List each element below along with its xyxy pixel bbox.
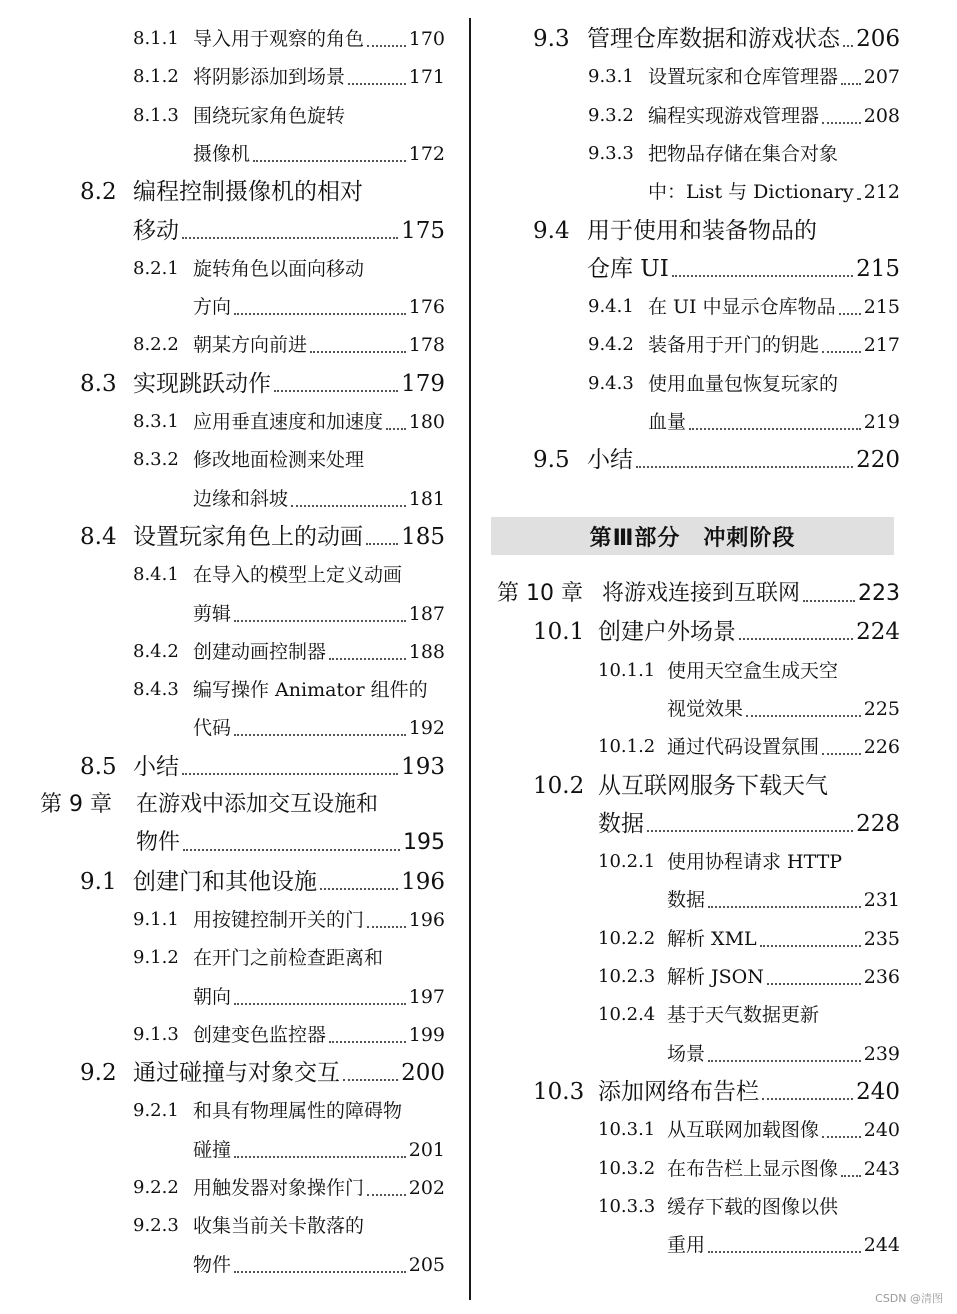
toc-entry-title: 创建门和其他设施: [133, 868, 317, 895]
toc-entry-page: 206: [856, 26, 900, 52]
toc-entry: [0, 1054, 445, 1092]
toc-entry: [485, 97, 900, 135]
toc-entry-title: 重用: [667, 1234, 706, 1257]
toc-entry: [0, 671, 445, 709]
dot-leader: [348, 83, 406, 85]
dot-leader: [767, 983, 861, 985]
dot-leader: [343, 1079, 398, 1081]
toc-entry-page: 193: [401, 753, 445, 780]
toc-entry-number: 9.4.1: [588, 296, 634, 318]
dot-leader: [386, 428, 406, 430]
toc-entry-number: 8.1.2: [133, 66, 179, 88]
toc-entry: [485, 135, 900, 173]
toc-entry: [0, 212, 445, 250]
toc-entry-title: 基于天气数据更新: [667, 1004, 820, 1027]
dot-leader: [182, 773, 398, 775]
toc-entry-page: 188: [408, 640, 445, 663]
toc-entry-number: 8.3: [80, 370, 117, 397]
toc-entry-number: 10.2.3: [598, 966, 656, 987]
toc-entry-page: 172: [408, 142, 445, 165]
toc-entry-page: 175: [401, 217, 445, 244]
dot-leader: [367, 926, 406, 928]
toc-entry: [485, 690, 900, 728]
toc-entry: [485, 212, 900, 250]
toc-entry-number: 10.3.2: [598, 1157, 656, 1179]
toc-entry: [0, 326, 445, 364]
toc-entry: [0, 518, 445, 556]
toc-entry-title: 场景: [667, 1042, 706, 1065]
toc-entry-title: 围绕玩家角色旋转: [193, 104, 346, 127]
toc-entry: [0, 58, 445, 96]
toc-entry-title: 在 UI 中显示仓库物品: [648, 296, 836, 319]
toc-entry-page: 205: [408, 1253, 445, 1276]
toc-entry-title: 在布告栏上显示图像: [667, 1157, 839, 1180]
toc-entry-page: 223: [858, 581, 900, 606]
toc-entry-title: 从互联网服务下载天气: [598, 772, 828, 799]
toc-entry-title: 编写操作 Animator 组件的: [193, 679, 428, 702]
toc-entry-number: 9.2: [80, 1060, 117, 1087]
toc-entry-title: 在开门之前检查距离和: [193, 947, 384, 970]
toc-entry-title: 解析 JSON: [667, 966, 764, 988]
toc-entry-number: 8.3.2: [133, 449, 179, 471]
dot-leader: [841, 83, 861, 85]
toc-entry: [0, 288, 445, 326]
toc-entry: [0, 441, 445, 479]
toc-entry-title: 缓存下载的图像以供: [667, 1195, 839, 1218]
toc-entry: [0, 135, 445, 173]
toc-entry-title: 应用垂直速度和加速度: [193, 411, 384, 433]
toc-entry-number: 8.1.3: [133, 104, 179, 126]
toc-entry-title: 视觉效果: [667, 697, 744, 720]
toc-entry-title: 创建变色监控器: [193, 1023, 327, 1046]
toc-entry-title: 旋转角色以面向移动: [193, 257, 365, 280]
dot-leader: [234, 313, 406, 315]
toc-entry-page: 200: [401, 1060, 445, 1087]
toc-entry: [0, 173, 445, 211]
toc-entry: [485, 403, 900, 441]
toc-entry-page: 192: [408, 717, 445, 740]
toc-entry-page: 208: [863, 104, 900, 127]
toc-entry-title: 在游戏中添加交互设施和: [136, 792, 379, 817]
toc-entry-title: 仓库 UI: [587, 255, 669, 282]
dot-leader: [708, 906, 861, 908]
toc-entry-number: 8.2.1: [133, 257, 179, 279]
dot-leader: [803, 600, 855, 602]
dot-leader: [274, 390, 398, 392]
dot-leader: [234, 1156, 406, 1158]
toc-entry-page: 215: [863, 296, 900, 319]
toc-entry-title: 朝某方向前进: [193, 334, 308, 357]
toc-entry-title: 摄像机: [193, 142, 251, 165]
toc-entry: [485, 1073, 900, 1111]
toc-entry-title: 通过代码设置氛围: [667, 736, 820, 759]
dot-leader: [234, 1271, 406, 1273]
dot-leader: [822, 1136, 861, 1138]
toc-entry-title: 数据: [667, 889, 706, 912]
toc-entry-title: 血量: [648, 411, 687, 433]
toc-entry: [0, 978, 445, 1016]
toc-entry: [0, 786, 445, 824]
toc-entry-page: 212: [863, 181, 900, 204]
toc-entry-number: 10.3: [533, 1078, 585, 1105]
toc-entry-title: 设置玩家角色上的动画: [133, 523, 363, 550]
toc-entry-number: 9.3.3: [588, 142, 634, 164]
toc-entry-number: 8.2.2: [133, 334, 179, 356]
toc-entry-page: 235: [863, 927, 900, 950]
toc-entry-title: 创建动画控制器: [193, 640, 327, 663]
toc-entry-title: 用于使用和装备物品的: [587, 217, 817, 244]
toc-entry-number: 9.3.2: [588, 104, 634, 126]
toc-entry: [0, 1207, 445, 1245]
toc-entry-number: 第 9 章: [40, 792, 112, 817]
toc-entry-number: 8.4.1: [133, 564, 179, 586]
toc-entry-page: 240: [863, 1119, 900, 1142]
toc-entry-number: 10.1: [533, 619, 585, 646]
toc-entry-page: 170: [408, 28, 445, 50]
toc-entry: [485, 958, 900, 996]
dot-leader: [708, 1251, 861, 1253]
toc-entry: [485, 996, 900, 1034]
toc-entry-number: 9.1.1: [133, 908, 179, 930]
toc-entry-page: 219: [863, 411, 900, 433]
toc-entry-title: 用按键控制开关的门: [193, 908, 365, 931]
toc-entry-page: 181: [408, 487, 445, 510]
toc-entry-title: 装备用于开门的钥匙: [648, 334, 820, 357]
dot-leader: [739, 638, 853, 640]
toc-entry-number: 9.2.3: [133, 1215, 179, 1237]
toc-entry: [485, 805, 900, 843]
toc-entry-page: 187: [408, 602, 445, 625]
toc-entry-number: 10.2.2: [598, 927, 656, 949]
toc-entry-title: 边缘和斜坡: [193, 487, 289, 510]
toc-entry-number: 10.2: [533, 772, 585, 799]
dot-leader: [822, 753, 861, 755]
toc-entry-title: 从互联网加载图像: [667, 1119, 820, 1142]
toc-entry-page: 239: [863, 1042, 900, 1065]
column-divider: [469, 18, 471, 1300]
dot-leader: [760, 945, 861, 947]
toc-entry: [485, 326, 900, 364]
toc-entry: [0, 748, 445, 786]
toc-entry: [0, 556, 445, 594]
toc-entry: [485, 575, 900, 613]
toc-entry: [0, 1016, 445, 1054]
toc-entry-page: 196: [408, 908, 445, 931]
dot-leader: [367, 1194, 406, 1196]
dot-leader: [841, 1175, 861, 1177]
toc-entry-title: 解析 XML: [667, 927, 757, 950]
dot-leader: [822, 122, 861, 124]
toc-entry-title: 剪辑: [193, 602, 232, 625]
toc-entry-page: 180: [408, 411, 445, 433]
toc-entry: [485, 920, 900, 958]
toc-entry-title: 物件: [193, 1253, 232, 1276]
toc-entry: [0, 480, 445, 518]
toc-entry-page: 207: [863, 66, 900, 89]
dot-leader: [857, 198, 861, 200]
toc-entry-title: 设置玩家和仓库管理器: [648, 66, 839, 89]
dot-leader: [762, 1098, 853, 1100]
dot-leader: [746, 715, 861, 717]
toc-entry-page: 243: [863, 1157, 900, 1180]
toc-entry-title: 收集当前关卡散落的: [193, 1215, 365, 1238]
toc-entry-number: 8.1.1: [133, 28, 179, 49]
toc-entry-page: 196: [401, 868, 445, 895]
toc-entry-page: 236: [863, 966, 900, 988]
toc-entry-title: 小结: [587, 447, 633, 474]
toc-entry-title: 使用血量包恢复玩家的: [648, 372, 839, 395]
toc-entry-title: 通过碰撞与对象交互: [133, 1060, 340, 1087]
toc-entry-page: 185: [401, 523, 445, 550]
dot-leader: [234, 1003, 406, 1005]
toc-entry-number: 9.5: [533, 447, 570, 474]
dot-leader: [689, 428, 861, 430]
toc-entry: [485, 613, 900, 651]
dot-leader: [310, 351, 406, 353]
toc-entry-title: 导入用于观察的角色: [193, 28, 365, 50]
dot-leader: [647, 830, 853, 832]
toc-entry-number: 9.3.1: [588, 66, 634, 88]
toc-entry: [485, 365, 900, 403]
toc-entry-page: 240: [856, 1078, 900, 1105]
toc-entry-number: 9.1.3: [133, 1023, 179, 1045]
dot-leader: [234, 620, 406, 622]
toc-entry-title: 碰撞: [193, 1138, 232, 1161]
toc-entry-title: 实现跳跃动作: [133, 370, 271, 397]
toc-entry-number: 9.3: [533, 26, 570, 52]
toc-entry-page: 217: [863, 334, 900, 357]
toc-entry: [485, 728, 900, 766]
toc-entry: [485, 173, 900, 211]
toc-entry-title: 物件: [136, 830, 181, 856]
toc-entry: [0, 365, 445, 403]
dot-leader: [253, 160, 406, 162]
toc-entry-number: 9.4.3: [588, 372, 634, 394]
toc-entry-title: 使用协程请求 HTTP: [667, 851, 843, 874]
toc-entry: [485, 441, 900, 479]
toc-entry-title: 朝向: [193, 985, 232, 1008]
toc-entry-page: 197: [408, 985, 445, 1008]
dot-leader: [234, 734, 406, 736]
dot-leader: [329, 1041, 406, 1043]
toc-entry-number: 10.1.1: [598, 659, 656, 681]
toc-entry-page: 171: [408, 66, 445, 89]
toc-entry-page: 224: [856, 619, 900, 646]
toc-entry-title: 把物品存储在集合对象: [648, 142, 839, 165]
toc-entry-title: 和具有物理属性的障碍物: [193, 1100, 403, 1123]
dot-leader: [672, 275, 853, 277]
toc-entry-page: 220: [856, 447, 900, 474]
dot-leader: [708, 1060, 861, 1062]
toc-entry-number: 9.2.1: [133, 1100, 179, 1122]
toc-entry: [0, 1131, 445, 1169]
toc-entry: [485, 652, 900, 690]
toc-entry: [485, 288, 900, 326]
dot-leader: [183, 849, 400, 851]
toc-entry-title: 使用天空盒生成天空: [667, 659, 839, 682]
toc-entry-title: 数据: [598, 810, 644, 837]
toc-entry-title: 编程控制摄像机的相对: [133, 179, 363, 206]
toc-entry-number: 9.4.2: [588, 334, 634, 356]
toc-entry: [485, 1035, 900, 1073]
toc-entry-number: 8.4: [80, 523, 117, 550]
toc-entry-page: 176: [408, 296, 445, 319]
toc-entry: [0, 901, 445, 939]
toc-entry-title: 方向: [193, 296, 232, 319]
toc-entry: [0, 97, 445, 135]
toc-entry-page: 178: [408, 334, 445, 357]
toc-entry: [485, 1226, 900, 1264]
toc-entry-title: 代码: [193, 717, 232, 740]
toc-entry-page: 199: [408, 1023, 445, 1046]
toc-entry-number: 9.1.2: [133, 947, 179, 969]
toc-entry-number: 8.4.3: [133, 679, 179, 701]
toc-entry-number: 10.2.1: [598, 851, 656, 873]
toc-entry: [0, 1169, 445, 1207]
toc-entry-title: 用触发器对象操作门: [193, 1177, 365, 1199]
toc-entry-number: 9.1: [80, 868, 117, 895]
dot-leader: [366, 543, 398, 545]
toc-entry: [0, 863, 445, 901]
toc-entry-title: 将阴影添加到场景: [193, 66, 346, 89]
dot-leader: [822, 351, 861, 353]
toc-entry: [485, 250, 900, 288]
toc-entry: [485, 881, 900, 919]
toc-entry-title: 创建户外场景: [598, 619, 736, 646]
toc-entry-page: 225: [863, 697, 900, 720]
toc-entry: [0, 403, 445, 441]
dot-leader: [182, 237, 398, 239]
toc-entry-title: 将游戏连接到互联网: [602, 581, 801, 606]
watermark: CSDN @清图: [875, 1292, 943, 1305]
toc-entry: [0, 939, 445, 977]
toc-entry-title: 中：List 与 Dictionary: [648, 181, 854, 204]
toc-entry: [0, 709, 445, 747]
toc-entry-number: 8.5: [80, 753, 117, 780]
toc-entry: [485, 1111, 900, 1149]
toc-entry-number: 10.1.2: [598, 736, 656, 758]
toc-entry-page: 201: [408, 1138, 445, 1161]
part-banner: 第Ⅲ部分 冲刺阶段: [491, 517, 894, 555]
toc-entry: [485, 20, 900, 58]
toc-entry-number: 8.3.1: [133, 411, 179, 432]
toc-entry: [0, 824, 445, 862]
dot-leader: [839, 313, 861, 315]
dot-leader: [636, 466, 853, 468]
toc-entry: [485, 1188, 900, 1226]
toc-entry-number: 8.4.2: [133, 640, 179, 662]
toc-entry: [0, 20, 445, 58]
toc-entry: [0, 595, 445, 633]
toc-entry: [0, 633, 445, 671]
toc-entry-title: 修改地面检测来处理: [193, 449, 365, 472]
toc-entry-page: 179: [401, 370, 445, 397]
toc-entry-title: 添加网络布告栏: [598, 1078, 759, 1105]
dot-leader: [843, 45, 853, 47]
toc-entry: [0, 250, 445, 288]
toc-entry: [0, 1092, 445, 1130]
toc-entry-title: 在导入的模型上定义动画: [193, 564, 403, 587]
toc-entry-title: 编程实现游戏管理器: [648, 104, 820, 127]
toc-entry-title: 管理仓库数据和游戏状态: [587, 26, 840, 52]
dot-leader: [367, 45, 406, 47]
toc-entry-page: 226: [863, 736, 900, 759]
toc-entry-page: 244: [863, 1234, 900, 1257]
dot-leader: [329, 658, 406, 660]
toc-entry-page: 202: [408, 1177, 445, 1199]
toc-entry-number: 10.3.1: [598, 1119, 656, 1141]
toc-entry-number: 10.2.4: [598, 1004, 656, 1026]
toc-entry-page: 231: [863, 889, 900, 912]
toc-entry-number: 9.2.2: [133, 1177, 179, 1198]
toc-entry: [485, 58, 900, 96]
toc-entry-number: 8.2: [80, 179, 117, 206]
toc-entry-title: 移动: [133, 217, 179, 244]
toc-entry: [485, 843, 900, 881]
toc-entry: [485, 1150, 900, 1188]
toc-entry-title: 小结: [133, 753, 179, 780]
toc-entry-number: 9.4: [533, 217, 570, 244]
dot-leader: [320, 888, 398, 890]
dot-leader: [291, 505, 406, 507]
toc-entry-page: 228: [856, 810, 900, 837]
toc-entry-number: 第 10 章: [497, 581, 583, 606]
toc-entry-number: 10.3.3: [598, 1195, 656, 1217]
toc-entry: [0, 1246, 445, 1284]
toc-entry: [485, 767, 900, 805]
toc-entry-page: 195: [403, 830, 445, 856]
toc-entry-page: 215: [856, 255, 900, 282]
